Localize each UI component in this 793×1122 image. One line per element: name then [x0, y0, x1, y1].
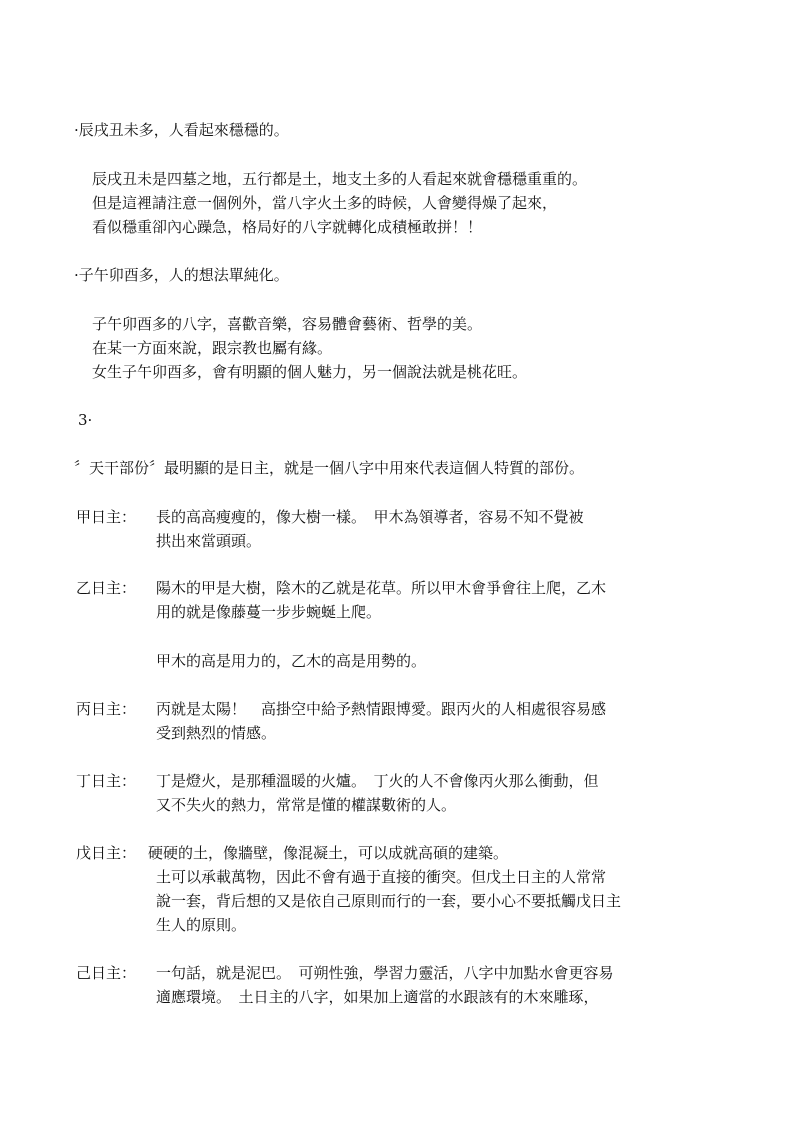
day-master-text: 受到熱烈的情感。 — [156, 724, 277, 742]
day-master-label-yi: 乙日主： — [76, 579, 137, 597]
paragraph-line: 子午卯酉多的八字，喜歡音樂，容易體會藝術、哲學的美。 — [92, 315, 483, 333]
day-master-label-bing: 丙日主： — [76, 700, 137, 718]
day-master-text: 丙就是太陽！ 高掛空中給予熱情跟博愛。跟丙火的人相處很容易感 — [156, 700, 607, 718]
day-master-text: 甲木的高是用力的，乙木的高是用勢的。 — [156, 652, 427, 670]
day-master-text: 生人的原則。 — [156, 916, 247, 934]
day-master-label-ding: 丁日主： — [76, 772, 137, 790]
day-master-label-wu: 戊日主： — [76, 844, 137, 862]
day-master-text: 拱出來當頭頭。 — [156, 532, 262, 550]
day-master-text: 適應環境。 土日主的八字，如果加上適當的水跟該有的木來雕琢， — [156, 988, 599, 1006]
paragraph-line: 但是這裡請注意一個例外，當八字火土多的時候，人會變得燥了起來， — [92, 194, 558, 212]
paragraph-line: 在某一方面來說，跟宗教也屬有緣。 — [92, 339, 333, 357]
day-master-label-jia: 甲日主： — [76, 508, 137, 526]
day-master-text: 土可以承載萬物，因此不會有過于直接的衝突。但戊土日主的人常常 — [156, 868, 607, 886]
day-master-text: 用的就是像藤蔓一步步蜿蜒上爬。 — [156, 603, 382, 621]
day-master-text: 一句話，就是泥巴。 可朔性強，學習力靈活，八字中加點水會更容易 — [156, 964, 614, 982]
section-heading-peach-branches: ·子午卯酉多，人的想法單純化。 — [74, 266, 289, 284]
day-master-label-ji: 己日主： — [76, 964, 137, 982]
section-number: 3· — [78, 411, 93, 429]
paragraph-line: 看似穩重卻內心躁急，格局好的八字就轉化成積極敢拼！！ — [92, 218, 483, 236]
section-heading-earth-branches: ·辰戌丑未多，人看起來穩穩的。 — [74, 121, 289, 139]
section-intro: 〞天干部份〞最明顯的是日主，就是一個八字中用來代表這個人特質的部份。 — [74, 459, 585, 477]
day-master-text: 長的高高瘦瘦的，像大樹一樣。 甲木為領導者，容易不知不覺被 — [156, 508, 584, 526]
paragraph-line: 女生子午卯酉多，會有明顯的個人魅力，另一個說法就是桃花旺。 — [92, 363, 528, 381]
day-master-text: 說一套，背后想的又是依自己原則而行的一套，要小心不要抵觸戊日主 — [156, 892, 622, 910]
day-master-text: 陽木的甲是大樹，陰木的乙就是花草。所以甲木會爭會往上爬，乙木 — [156, 579, 607, 597]
day-master-text: 丁是燈火，是那種溫暖的火爐。 丁火的人不會像丙火那么衝動，但 — [156, 772, 599, 790]
day-master-text: 硬硬的土，像牆壁，像混凝土，可以成就高碩的建築。 — [148, 844, 509, 862]
paragraph-line: 辰戌丑未是四墓之地，五行都是土，地支土多的人看起來就會穩穩重重的。 — [92, 170, 588, 188]
day-master-text: 又不失火的熱力，常常是懂的權謀數術的人。 — [156, 796, 457, 814]
